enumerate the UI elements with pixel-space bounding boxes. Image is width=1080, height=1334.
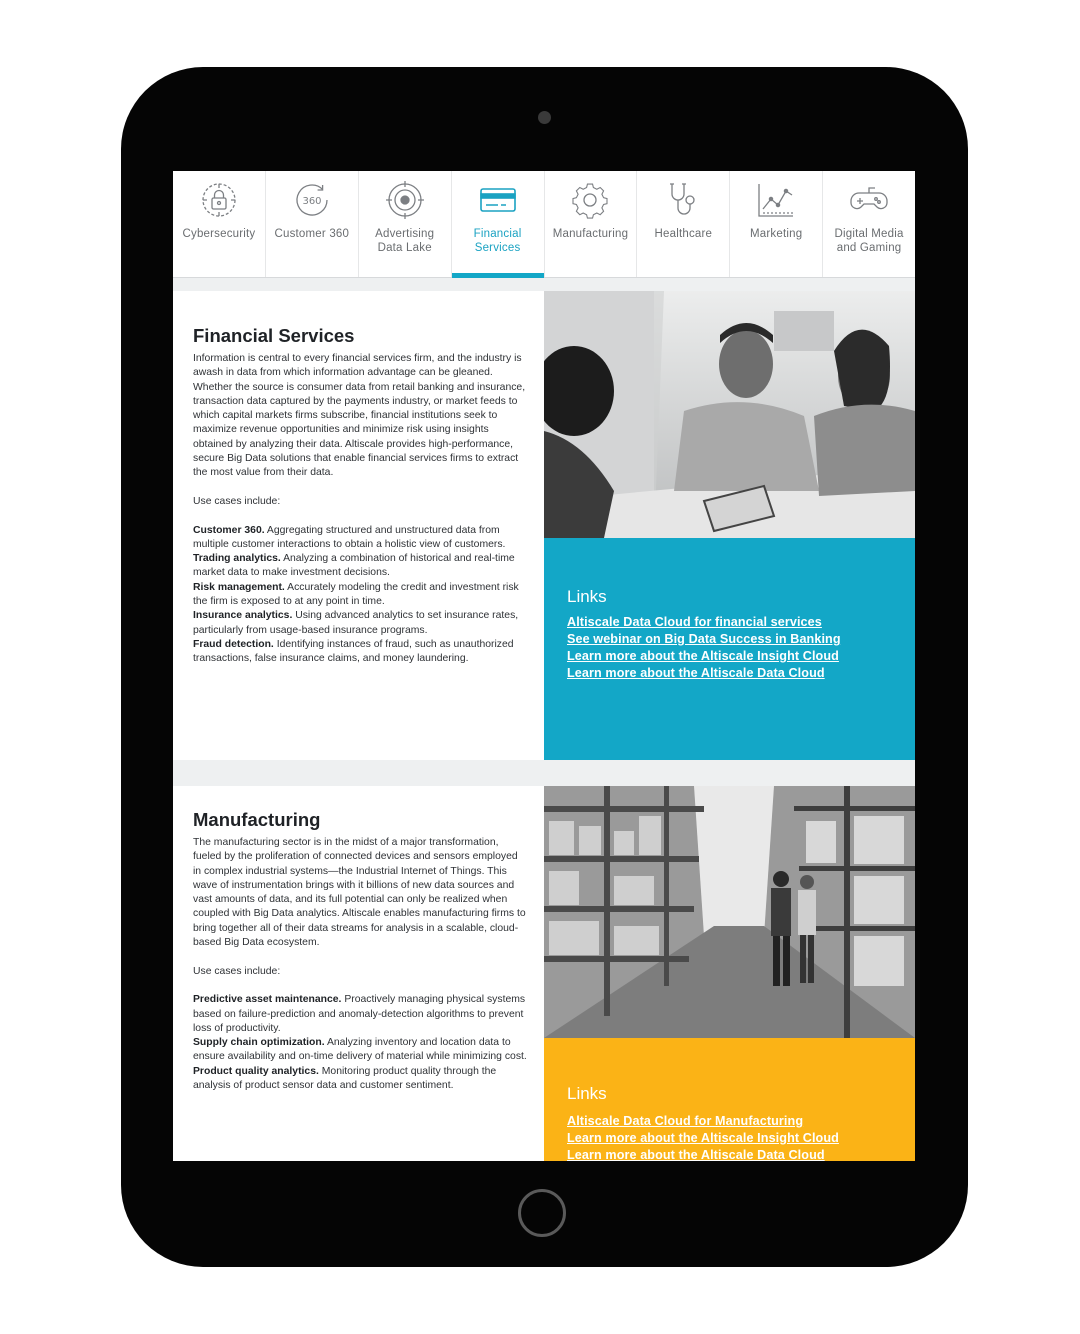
financial-body — [193, 352, 528, 667]
nav-label-digital-media-gaming: Digital Media and Gaming — [834, 228, 904, 254]
financial-intro: Information is central to every financial services firm, and the industry is awash in data from which information advantage can be gleaned. Whether the source is consumer data from retail banking and insurance, transaction data captured by the payments industry, or market feeds to which capital markets firms subscribe, financial institutions seek to maximize revenue opportunities and minimize risk using insights obtained by analyzing their data. Altiscale provides high-performance, secure Big Data solutions that enable financial services firms to extract the most value from their data. — [193, 353, 526, 479]
link-data-cloud-manufacturing[interactable]: Altiscale Data Cloud for Manufacturing — [567, 1114, 804, 1128]
link-data-cloud-financial[interactable]: Altiscale Data Cloud for financial services — [567, 615, 822, 629]
manufacturing-links-list — [567, 1113, 897, 1161]
financial-team-photo — [544, 291, 915, 538]
nav-label-cybersecurity: Cybersecurity — [182, 228, 256, 240]
manufacturing-links-title: Links — [567, 1084, 607, 1103]
financial-links-list — [567, 614, 897, 682]
nav-item-manufacturing[interactable] — [545, 171, 638, 277]
use-case-item: Trading analytics. Analyzing a combination of historical and real-time market data to make investment decisions. — [193, 553, 515, 579]
link-data-cloud[interactable]: Learn more about the Altiscale Data Cloud — [567, 666, 825, 680]
use-case-item: Product quality analytics. Monitoring product quality through the analysis of product sensor data and customer sentiment. — [193, 1065, 497, 1092]
financial-use-cases-heading: Use cases include: — [193, 495, 281, 507]
link-webinar-banking[interactable]: See webinar on Big Data Success in Banking — [567, 632, 841, 646]
financial-links-title: Links — [567, 587, 607, 606]
manufacturing-text-column — [173, 786, 544, 1161]
use-case-item: Predictive asset maintenance. Proactively managing physical systems based on failure-prediction and anomaly-detection algorithms to prevent loss of productivity. — [193, 994, 526, 1034]
nav-item-digital-media-gaming[interactable] — [823, 171, 915, 277]
target-icon — [384, 179, 426, 221]
financial-media-column — [544, 291, 915, 760]
manufacturing-section — [173, 786, 915, 1161]
nav-label-healthcare: Healthcare — [654, 228, 713, 240]
use-case-item: Insurance analytics. Using advanced analytics to set insurance rates, particularly from usage-based insurance programs. — [193, 610, 519, 636]
nav-item-financial-services[interactable] — [452, 171, 545, 277]
gear-icon — [569, 179, 611, 221]
financial-services-section — [173, 291, 915, 760]
gamepad-icon — [848, 179, 890, 221]
manufacturing-use-cases-heading: Use cases include: — [193, 965, 281, 977]
use-case-item: Risk management. Accurately modeling the credit and investment risk the firm is exposed to at any point in time. — [193, 581, 519, 608]
line-chart-icon — [755, 179, 797, 221]
nav-label-marketing: Marketing — [750, 228, 803, 240]
nav-label-manufacturing: Manufacturing — [552, 228, 629, 240]
nav-label-financial-services: Financial Services — [473, 228, 522, 254]
use-case-item: Fraud detection. Identifying instances of fraud, such as unauthorized transactions, false insurance claims, and money laundering. — [193, 638, 514, 665]
nav-label-advertising-data-lake: Advertising Data Lake — [375, 228, 435, 254]
nav-item-cybersecurity[interactable] — [173, 171, 266, 277]
stethoscope-icon — [662, 179, 704, 221]
link-insight-cloud[interactable]: Learn more about the Altiscale Insight Cloud — [567, 1131, 839, 1145]
manufacturing-intro: The manufacturing sector is in the midst of a major transformation, fueled by the proliferation of connected devices and sensors employed in complex industrial systems—the Industrial Internet of Things. This wave of instrumentation brings with it billions of new data sources and vast amounts of data, and its full potential can only be realized when coupled with Big Data analytics. Altiscale enables manufacturing firms to bring together all of their data streams for analysis in a scalable, cloud-based Big Data ecosystem. — [193, 837, 526, 949]
financial-links-panel — [544, 538, 915, 760]
financial-text-column — [173, 291, 544, 760]
tablet-screen — [173, 171, 915, 1161]
use-case-item: Customer 360. Aggregating structured and unstructured data from multiple customer interactions to obtain a holistic view of customers. — [193, 524, 506, 550]
manufacturing-links-panel — [544, 1038, 915, 1161]
home-button[interactable] — [518, 1189, 566, 1237]
rotate-360-icon — [291, 179, 333, 221]
nav-item-healthcare[interactable] — [637, 171, 730, 277]
industry-nav — [173, 171, 915, 278]
nav-item-advertising-data-lake[interactable] — [359, 171, 452, 277]
link-data-cloud[interactable]: Learn more about the Altiscale Data Cloud — [567, 1148, 825, 1161]
svg-text:360: 360 — [302, 196, 322, 207]
nav-item-marketing[interactable] — [730, 171, 823, 277]
manufacturing-body — [193, 836, 528, 1093]
nav-label-customer-360: Customer 360 — [274, 228, 350, 240]
manufacturing-media-column — [544, 786, 915, 1161]
lock-circuit-icon — [198, 179, 240, 221]
use-case-item: Supply chain optimization. Analyzing inventory and location data to ensure availability and on-time delivery of material while minimizing cost. — [193, 1037, 527, 1063]
credit-card-icon — [477, 179, 519, 221]
warehouse-photo — [544, 786, 915, 1038]
link-insight-cloud[interactable]: Learn more about the Altiscale Insight Cloud — [567, 649, 839, 663]
nav-item-customer-360[interactable] — [266, 171, 359, 277]
camera-icon — [538, 111, 551, 124]
manufacturing-title: Manufacturing — [193, 809, 321, 830]
financial-title: Financial Services — [193, 325, 355, 346]
